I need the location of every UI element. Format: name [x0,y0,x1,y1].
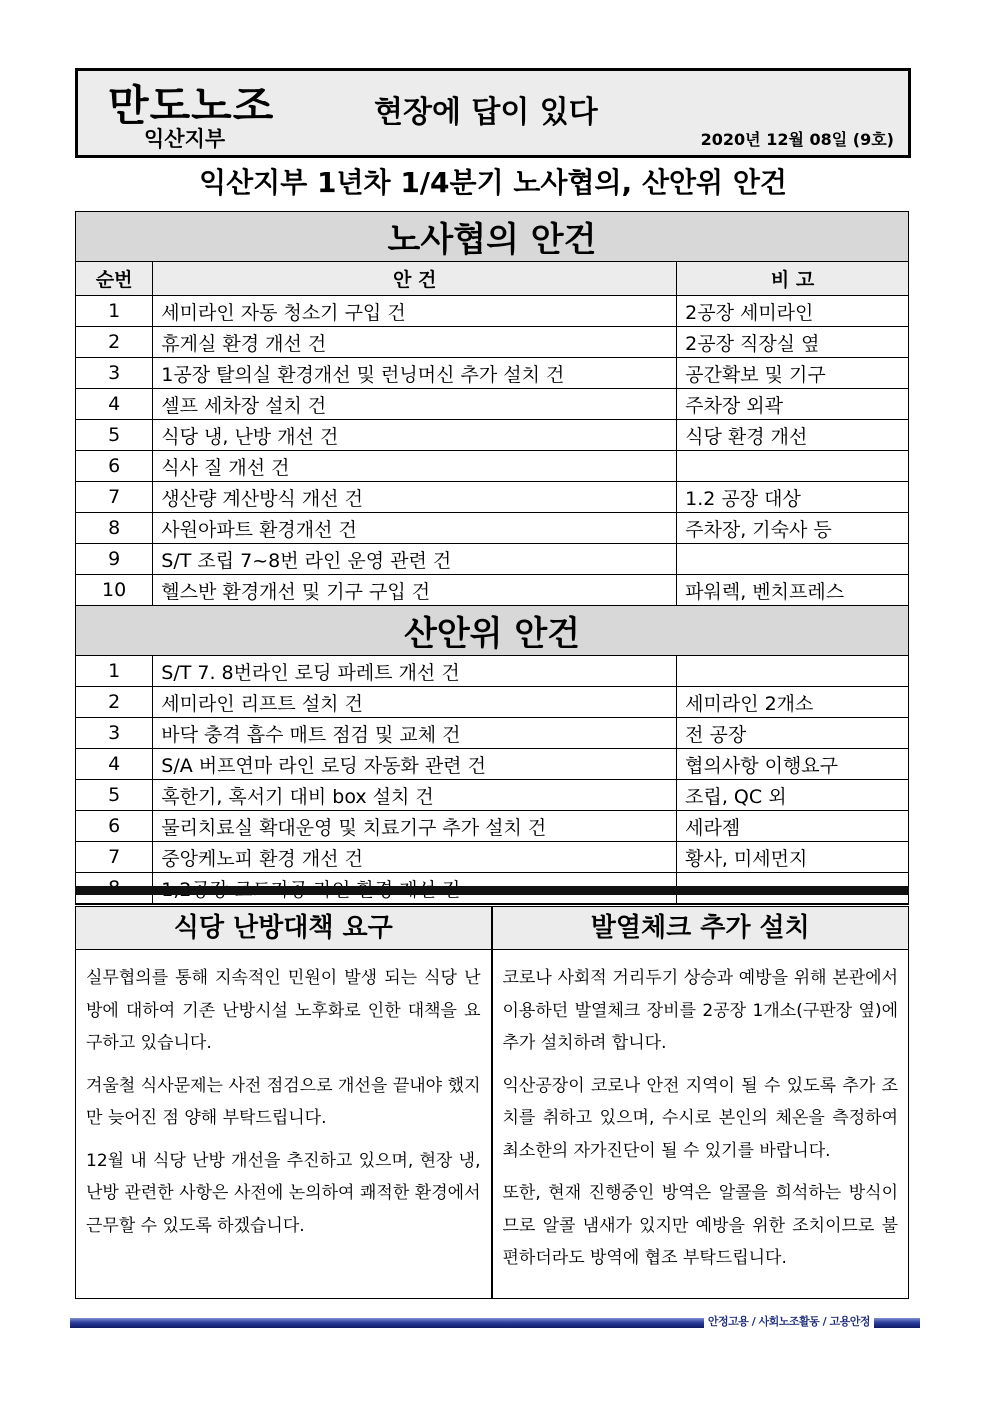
row-note: 세라젬 [677,811,909,842]
row-note: 파워렉, 벤치프레스 [677,575,909,606]
row-item: 중앙케노피 환경 개선 건 [153,842,677,873]
row-item: 셀프 세차장 설치 건 [153,389,677,420]
row-number: 3 [76,358,153,389]
labor-section-header [76,212,909,262]
agenda-row [76,811,909,842]
notice-paragraph: 실무협의를 통해 지속적인 민원이 발생 되는 식당 난방에 대하여 기존 난방시설 노후화로 인한 대책을 요구하고 있습니다. [86,968,481,1053]
notice-fever-check [491,907,909,1298]
row-item: 식사 질 개선 건 [153,451,677,482]
row-number: 10 [76,575,153,606]
row-note: 공간확보 및 기구 [677,358,909,389]
agenda-row [76,358,909,389]
row-number: 7 [76,842,153,873]
labor-section-title: 노사협의 안건 [76,212,909,262]
row-note: 1.2 공장 대상 [677,482,909,513]
notice-paragraph: 또한, 현재 진행중인 방역은 알콜을 희석하는 방식이므로 알콜 냄새가 있지만 예방을 위한 조치이므로 불편하더라도 방역에 협조 부탁드립니다. [502,1183,898,1268]
row-item: 헬스반 환경개선 및 기구 구입 건 [153,575,677,606]
notice-body [493,950,909,1275]
agenda-row [76,513,909,544]
col-no-header: 순번 [76,262,153,296]
row-note: 2공장 세미라인 [677,296,909,327]
notice-body [76,950,491,1242]
row-number: 8 [76,513,153,544]
notices [75,906,909,1299]
branch-name: 익산지부 [144,127,226,151]
col-note-header: 비 고 [677,262,909,296]
agenda-row [76,842,909,873]
notice-paragraph: 12월 내 식당 난방 개선을 추진하고 있으며, 현장 냉, 난방 관련한 사항은 사전에 논의하여 쾌적한 환경에서 근무할 수 있도록 하겠습니다. [86,1150,481,1236]
agenda-table [75,211,909,905]
row-number: 5 [76,420,153,451]
agenda-row [76,296,909,327]
row-item: 사원아파트 환경개선 건 [153,513,677,544]
row-note: 식당 환경 개선 [677,420,909,451]
row-item: 혹한기, 혹서기 대비 box 설치 건 [153,780,677,811]
row-item: 세미라인 리프트 설치 건 [153,687,677,718]
row-item: S/T 조립 7~8번 라인 운영 관련 건 [153,544,677,575]
row-number: 4 [76,389,153,420]
notice-title: 식당 난방대책 요구 [76,907,491,950]
row-number: 6 [76,811,153,842]
masthead [75,68,911,158]
agenda-row [76,718,909,749]
notice-cafeteria-heating [76,907,491,1298]
agenda-row [76,656,909,687]
notice-title: 발열체크 추가 설치 [493,907,909,950]
row-number: 6 [76,451,153,482]
row-number: 1 [76,656,153,687]
row-number: 1 [76,296,153,327]
agenda-row [76,749,909,780]
row-number: 3 [76,718,153,749]
row-item: 바닥 충격 흡수 매트 점검 및 교체 건 [153,718,677,749]
agenda-row [76,687,909,718]
row-note: 주차장, 기숙사 등 [677,513,909,544]
row-note: 전 공장 [677,718,909,749]
agenda-row [76,327,909,358]
row-note [677,544,909,575]
column-header-row [76,262,909,296]
union-name: 만도노조 [108,81,275,130]
agenda-row [76,420,909,451]
row-item: S/A 버프연마 라인 로딩 자동화 관련 건 [153,749,677,780]
row-number: 5 [76,780,153,811]
row-note: 조립, QC 외 [677,780,909,811]
footer-slogan: 안정고용 / 사회노조활동 / 고용안정 [704,1314,874,1330]
safety-section-title: 산안위 안건 [76,606,909,656]
row-item: 생산량 계산방식 개선 건 [153,482,677,513]
agenda-row [76,451,909,482]
row-note: 2공장 직장실 옆 [677,327,909,358]
row-note: 황사, 미세먼지 [677,842,909,873]
row-item: 세미라인 자동 청소기 구입 건 [153,296,677,327]
agenda-row [76,482,909,513]
row-item: 식당 냉, 난방 개선 건 [153,420,677,451]
issue-date: 2020년 12월 08일 (9호) [700,130,894,149]
divider [75,886,909,895]
row-item: 1공장 탈의실 환경개선 및 런닝머신 추가 설치 건 [153,358,677,389]
row-item: S/T 7. 8번라인 로딩 파레트 개선 건 [153,656,677,687]
row-note: 주차장 외곽 [677,389,909,420]
row-number: 9 [76,544,153,575]
agenda-row [76,544,909,575]
row-number: 7 [76,482,153,513]
row-note [677,451,909,482]
row-note: 협의사항 이행요구 [677,749,909,780]
row-item: 휴게실 환경 개선 건 [153,327,677,358]
page-title: 익산지부 1년차 1/4분기 노사협의, 산안위 안건 [199,166,787,199]
agenda-row [76,780,909,811]
agenda-row [76,575,909,606]
row-note: 세미라인 2개소 [677,687,909,718]
safety-section-header [76,606,909,656]
notice-paragraph: 익산공장이 코로나 안전 지역이 될 수 있도록 추가 조치를 취하고 있으며, 수시로 본인의 체온을 측정하여 최소한의 자가진단이 될 수 있기를 바랍니다. [502,1075,898,1161]
row-number: 4 [76,749,153,780]
notice-paragraph: 겨울철 식사문제는 사전 점검으로 개선을 끝내야 했지만 늦어진 점 양해 부탁드립니다. [86,1075,481,1128]
notice-paragraph: 코로나 사회적 거리두기 상승과 예방을 위해 본관에서 이용하던 발열체크 장비를 2공장 1개소(구판장 옆)에 추가 설치하려 합니다. [502,968,898,1053]
row-note [677,656,909,687]
col-item-header: 안 건 [153,262,677,296]
row-number: 2 [76,327,153,358]
agenda-row [76,389,909,420]
row-number: 2 [76,687,153,718]
slogan: 현장에 답이 있다 [374,95,598,130]
row-item: 물리치료실 확대운영 및 치료기구 추가 설치 건 [153,811,677,842]
